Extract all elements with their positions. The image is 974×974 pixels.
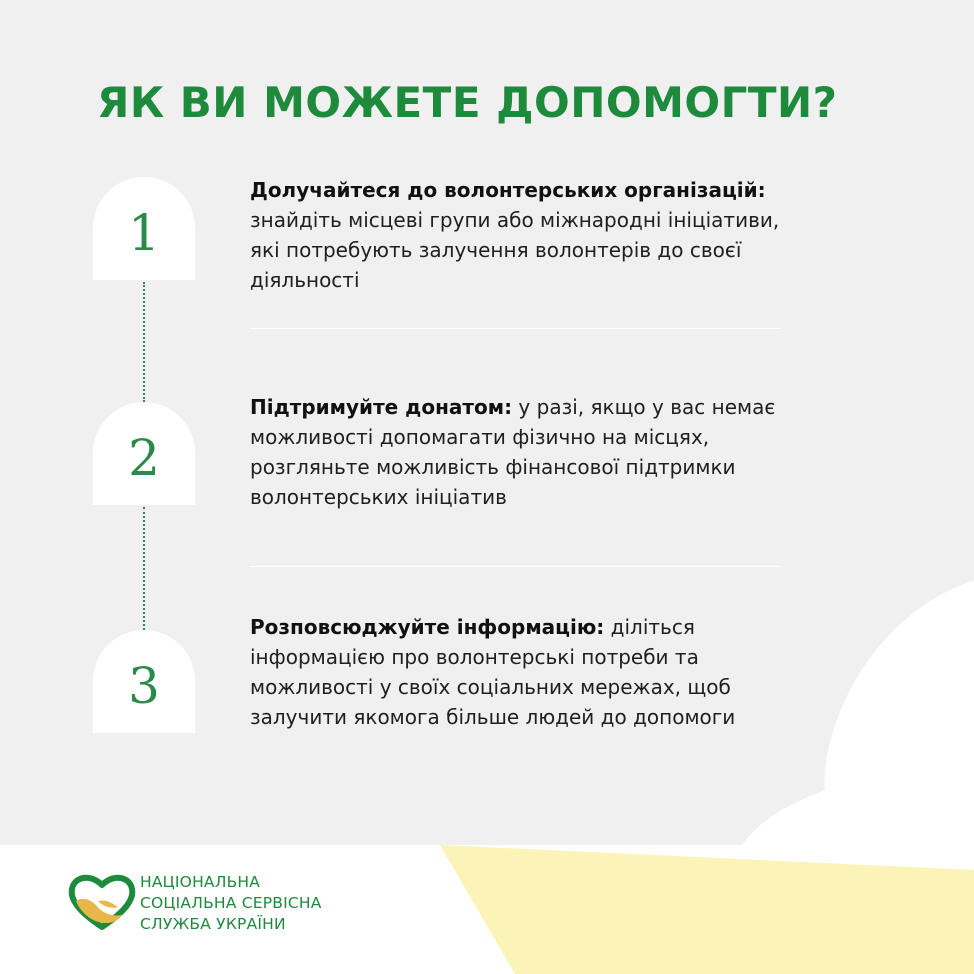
step-2-number: 2 [128,428,160,487]
connector-line-2 [143,507,145,630]
step-1-number-badge [93,177,195,280]
step-1-number: 1 [128,203,160,262]
page-title: ЯК ВИ МОЖЕТЕ ДОПОМОГТИ? [97,78,838,127]
step-3-description: діліться інформацією про волонтерські потреби та можливості у своїх соціальних мережах, щоб залучити якомога більше людей до допомоги [250,615,736,729]
step-2-lead: Підтримуйте донатом: [250,395,513,419]
divider-1 [250,328,781,329]
step-3-number-badge [93,630,195,733]
connector-line-1 [143,282,145,402]
step-1-description: знайдіть місцеві групи або міжнародні ініціативи, які потребують залучення волонтерів до своєї діяльності [250,208,780,292]
heart-with-hands-logo-icon [68,871,136,931]
step-1-text [250,175,790,295]
step-1-lead: Долучайтеся до волонтерських організацій: [250,178,766,202]
step-2-text [250,392,790,512]
step-3-text [250,612,790,732]
step-2-number-badge [93,402,195,505]
step-3-number: 3 [128,656,160,715]
organization-name-line-2: СОЦІАЛЬНА СЕРВІСНА [140,894,322,912]
step-2-description: у разі, якщо у вас немає можливості допомагати фізично на місцях, розгляньте можливість фінансової підтримки волонтерських ініціатив [250,395,776,509]
organization-name-line-1: НАЦІОНАЛЬНА [140,873,261,891]
step-3-lead: Розповсюджуйте інформацію: [250,615,605,639]
organization-name-line-3: СЛУЖБА УКРАЇНИ [140,915,286,933]
organization-name [140,872,322,935]
divider-2 [250,566,781,567]
